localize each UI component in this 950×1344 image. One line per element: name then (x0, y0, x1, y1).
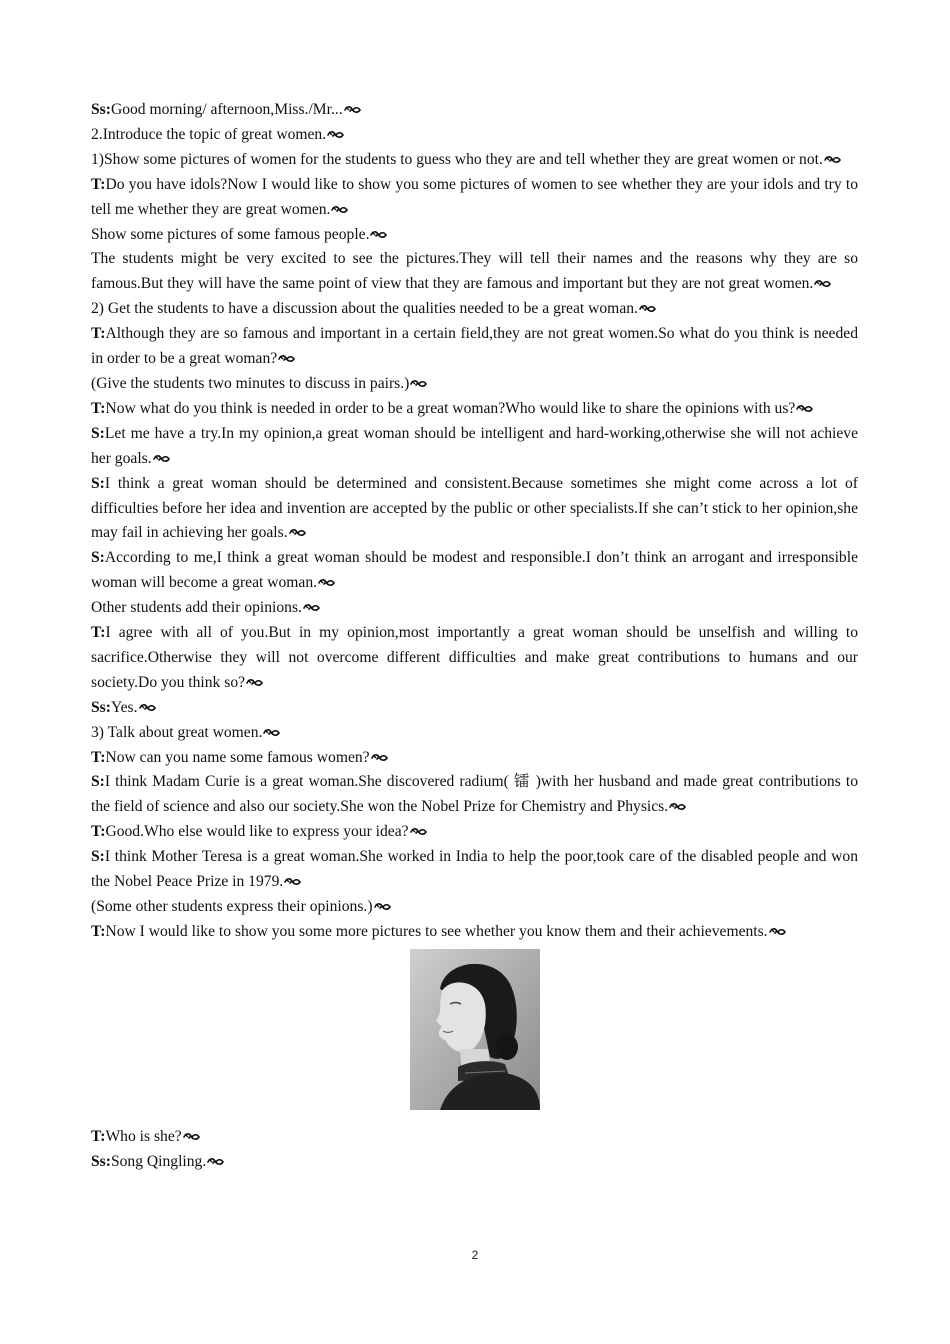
paragraph-mark-icon (796, 404, 813, 414)
paragraph-mark-icon (207, 1157, 224, 1167)
portrait-figure (91, 949, 858, 1111)
paragraph (91, 621, 858, 696)
speaker-label: T: (91, 748, 106, 766)
paragraph (91, 123, 858, 148)
speaker-label: T: (91, 325, 106, 343)
speaker-label: T: (91, 1127, 106, 1145)
paragraph-text: I agree with all of you.But in my opinion,most importantly a great woman should be unselfish and willing to sacrifice.Otherwise they will not overcome different difficulties and make great contributions to humans and our society.Do you think so? (91, 624, 858, 691)
paragraph-mark-icon (139, 703, 156, 713)
speaker-label: T: (91, 823, 106, 841)
paragraph-text: 1)Show some pictures of women for the students to guess who they are and tell whether they are great women or not. (91, 150, 823, 168)
paragraph (91, 223, 858, 248)
paragraph-mark-icon (278, 354, 295, 364)
paragraph-mark-icon (344, 105, 361, 115)
paragraph-text: (Some other students express their opinions.) (91, 898, 373, 915)
paragraph-mark-icon (331, 205, 348, 215)
paragraph (91, 1125, 858, 1150)
paragraph (91, 820, 858, 845)
paragraph-text: Song Qingling. (110, 1152, 207, 1170)
paragraph (91, 596, 858, 621)
speaker-label: S: (91, 773, 105, 791)
paragraph (91, 920, 858, 945)
paragraph-text: Other students add their opinions. (91, 599, 302, 617)
paragraph-mark-icon (371, 753, 388, 763)
paragraph (91, 845, 858, 895)
paragraph-text: Good morning/ afternoon,Miss./Mr... (110, 101, 343, 118)
paragraph (91, 98, 858, 123)
paragraph-text: I think a great woman should be determined and consistent.Because sometimes she might come across a lot of difficulties before her idea and invention are accepted by the public or other specialists.If she can’t stick to her opinion,she may fail in achieving her goals. (91, 474, 858, 542)
paragraph-mark-icon (318, 578, 335, 588)
paragraph-mark-icon (183, 1132, 200, 1142)
paragraph-text: According to me,I think a great woman should be modest and responsible.I don’t think an arrogant and irresponsible woman will become a great woman. (91, 549, 858, 592)
paragraph-text: Although they are so famous and important in a certain field,they are not great women.So what do you think is needed in order to be a great woman? (91, 325, 858, 368)
document-page (91, 98, 858, 1175)
speaker-label: S: (91, 424, 105, 442)
paragraph-text: Now what do you think is needed in order to be a great woman?Who would like to share the opinions with us? (105, 399, 796, 417)
paragraph-mark-icon (669, 802, 686, 812)
speaker-label: T: (91, 624, 106, 642)
paragraph (91, 422, 858, 472)
paragraph-mark-icon (263, 728, 280, 738)
paragraph (91, 397, 858, 422)
speaker-label: Ss: (91, 101, 111, 118)
paragraph (91, 546, 858, 596)
portrait-photo-icon (410, 949, 540, 1110)
paragraph-mark-icon (410, 379, 427, 389)
paragraph (91, 895, 858, 920)
paragraph (91, 372, 858, 397)
paragraph-mark-icon (639, 304, 656, 314)
paragraph-text: 2.Introduce the topic of great women. (91, 125, 327, 143)
paragraph (91, 297, 858, 322)
paragraph-mark-icon (246, 678, 263, 688)
paragraph-list-after-figure (91, 1125, 858, 1175)
speaker-label: T: (91, 922, 106, 940)
paragraph-mark-icon (327, 130, 344, 140)
speaker-label: Ss: (91, 698, 111, 716)
paragraph-text: The students might be very excited to see the pictures.They will tell their names and the reasons why they are so famous.But they will have the same point of view that they are famous and important but they are not great women. (91, 250, 858, 293)
paragraph-text: (Give the students two minutes to discuss in pairs.) (91, 374, 410, 392)
paragraph-mark-icon (814, 279, 831, 289)
paragraph (91, 322, 858, 372)
paragraph (91, 721, 858, 746)
paragraph-mark-icon (153, 454, 170, 464)
paragraph-mark-icon (374, 902, 391, 912)
paragraph-mark-icon (370, 230, 387, 240)
paragraph (91, 746, 858, 771)
paragraph-text: Let me have a try.In my opinion,a great woman should be intelligent and hard-working,otherwise she will not achieve her goals. (91, 424, 858, 467)
paragraph-text: Now I would like to show you some more pictures to see whether you know them and their achievements. (105, 922, 768, 940)
paragraph-mark-icon (410, 827, 427, 837)
page-number: 2 (471, 1248, 479, 1262)
paragraph-text: Good.Who else would like to express your idea? (105, 823, 409, 841)
paragraph-text: I think Mother Teresa is a great woman.She worked in India to help the poor,took care of the disabled people and won the Nobel Peace Prize in 1979. (91, 848, 858, 891)
paragraph (91, 173, 858, 223)
paragraph (91, 148, 858, 173)
speaker-label: S: (91, 549, 105, 567)
paragraph-text: Do you have idols?Now I would like to show you some pictures of women to see whether they are your idols and try to tell me whether they are great women. (91, 175, 858, 218)
paragraph (91, 472, 858, 547)
paragraph (91, 696, 858, 721)
paragraph-mark-icon (289, 528, 306, 538)
paragraph-text: I think Madam Curie is a great woman.She discovered radium( 镭 )with her husband and made great contributions to the field of science and also our society.She won the Nobel Prize for Chemistry and Physics. (91, 773, 858, 816)
speaker-label: S: (91, 848, 105, 866)
speaker-label: Ss: (91, 1152, 111, 1170)
paragraph-mark-icon (769, 927, 786, 937)
paragraph-text: Yes. (110, 698, 138, 716)
paragraph-text: 2) Get the students to have a discussion about the qualities needed to be a great woman. (91, 300, 638, 318)
speaker-label: S: (91, 474, 105, 492)
paragraph (91, 770, 858, 820)
speaker-label: T: (91, 399, 106, 417)
paragraph-mark-icon (284, 877, 301, 887)
paragraph-text: Now can you name some famous women? (105, 748, 370, 766)
paragraph-mark-icon (303, 603, 320, 613)
paragraph-text: Who is she? (105, 1127, 182, 1145)
speaker-label: T: (91, 175, 106, 193)
paragraph-mark-icon (824, 155, 841, 165)
paragraph (91, 247, 858, 297)
paragraph (91, 1150, 858, 1175)
paragraph-text: 3) Talk about great women. (91, 723, 263, 741)
paragraph-text: Show some pictures of some famous people. (91, 225, 370, 243)
paragraph-list (91, 98, 858, 945)
